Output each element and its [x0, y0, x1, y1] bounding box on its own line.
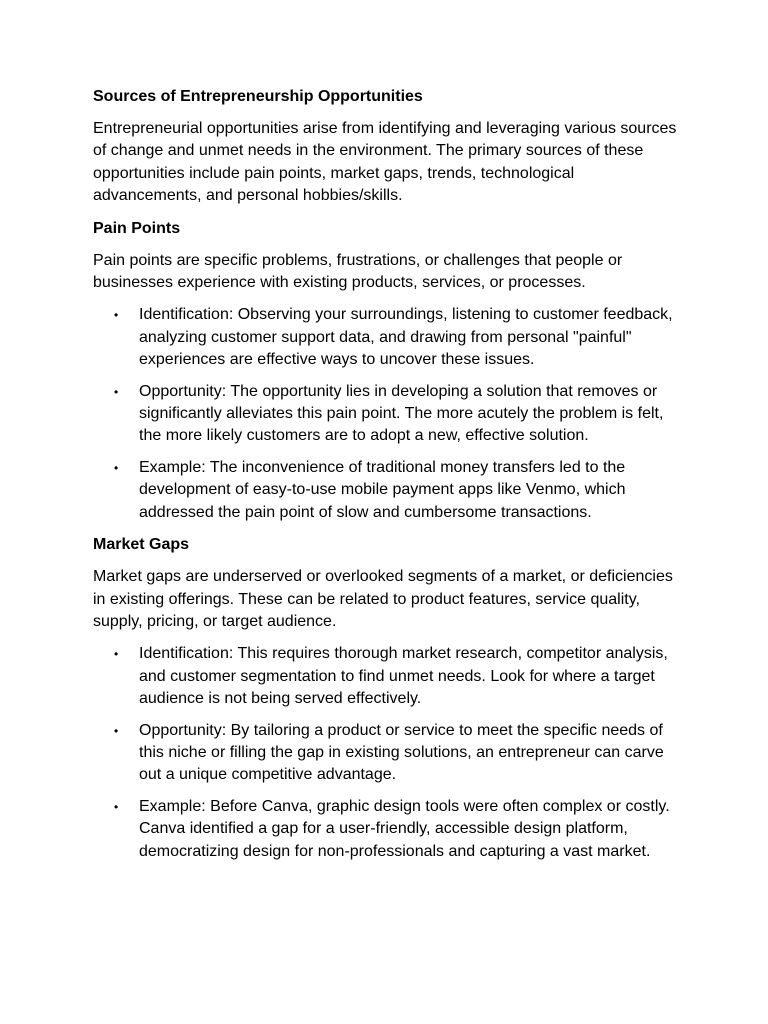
document-page — [93, 86, 683, 873]
bullet-item — [93, 796, 683, 863]
section-heading-market-gaps: Market Gaps — [93, 536, 190, 554]
bullet-text: Identification: Observing your surroundings, listening to customer feedback, analyzing customer support data, and drawing from personal "painful" experiences are effective ways to uncover these issues. — [139, 306, 673, 369]
bullet-item — [93, 304, 683, 371]
bullet-item — [93, 457, 683, 524]
section-heading-pain-points: Pain Points — [93, 219, 181, 237]
bullet-item — [93, 381, 683, 448]
bullet-text: Example: Before Canva, graphic design tools were often complex or costly. Canva identified a gap for a user-friendly, accessible design platform, democratizing design for non-professionals and capturing a vast market. — [139, 797, 670, 860]
section-body-market-gaps: Market gaps are underserved or overlooked segments of a market, or deficiencies in existing offerings. These can be related to product features, service quality, supply, pricing, or target audience. — [93, 568, 673, 630]
bullet-glyph: • — [114, 647, 119, 662]
bullet-item — [93, 720, 683, 787]
bullet-glyph: • — [114, 384, 119, 399]
section-body-pain-points: Pain points are specific problems, frustrations, or challenges that people or businesses experience with existing products, services, or processes. — [93, 251, 623, 292]
bullet-text: Identification: This requires thorough market research, competitor analysis, and customer segmentation to find unmet needs. Look for where a target audience is not being served effectively. — [139, 645, 668, 708]
document-title: Sources of Entrepreneurship Opportunities — [93, 88, 423, 105]
bullet-list-pain-points — [93, 304, 683, 524]
bullet-item — [93, 643, 683, 710]
bullet-glyph: • — [114, 723, 119, 738]
bullet-glyph: • — [114, 799, 119, 814]
bullet-list-market-gaps — [93, 643, 683, 863]
bullet-glyph: • — [114, 460, 119, 475]
bullet-text: Opportunity: The opportunity lies in developing a solution that removes or significantly alleviates this pain point. The more acutely the problem is felt, the more likely customers are to adopt a new, effective solution. — [139, 382, 664, 445]
intro-paragraph: Entrepreneurial opportunities arise from identifying and leveraging various sources of change and unmet needs in the environment. The primary sources of these opportunities include pain points, market gaps, trends, technological advancements, and personal hobbies/skills. — [93, 120, 677, 205]
bullet-text: Opportunity: By tailoring a product or service to meet the specific needs of this niche or filling the gap in existing solutions, an entrepreneur can carve out a unique competitive advantage. — [139, 721, 664, 784]
bullet-text: Example: The inconvenience of traditional money transfers led to the development of easy-to-use mobile payment apps like Venmo, which addressed the pain point of slow and cumbersome transactions. — [139, 458, 626, 521]
bullet-glyph: • — [114, 308, 119, 323]
